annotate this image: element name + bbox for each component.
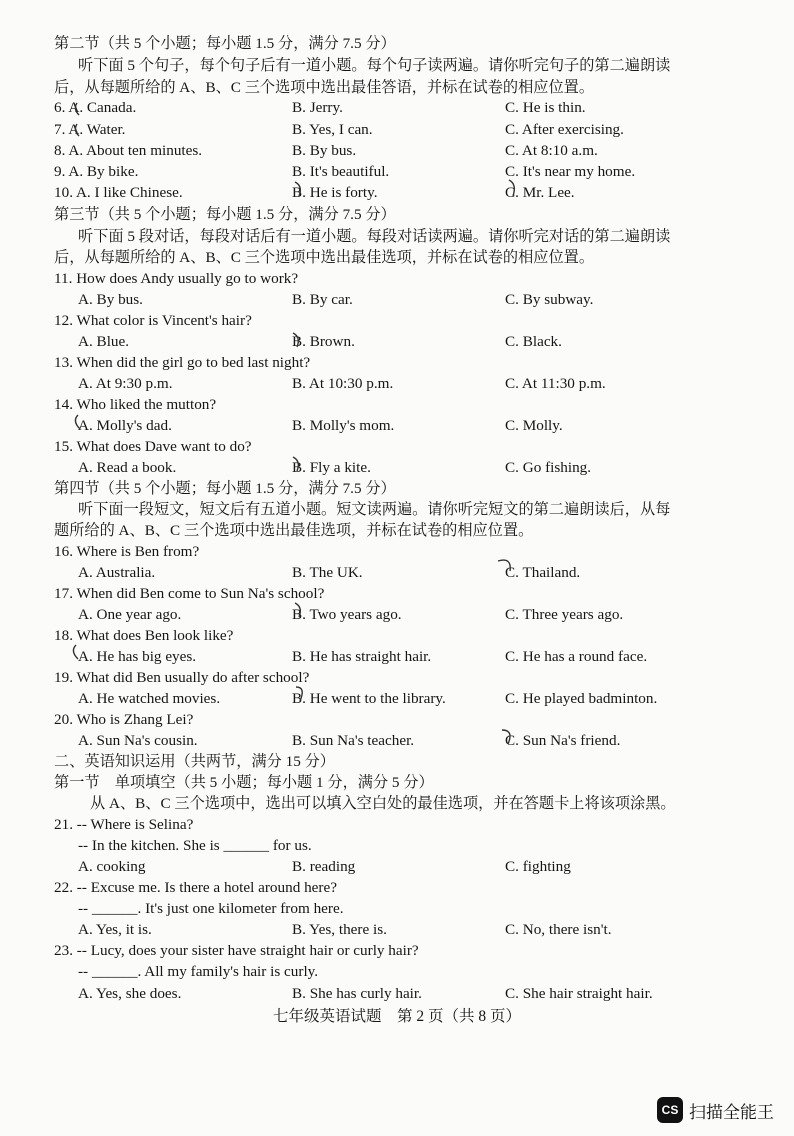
- text-line-l12: 从 A、B、C 三个选项中，选出可以填入空白处的最佳选项，并在答题卡上将该项涂黑。: [90, 795, 676, 812]
- text-line-q15c: C. Go fishing.: [505, 459, 592, 476]
- text-line-q21b1: -- In the kitchen. She is ______ for us.: [78, 837, 312, 854]
- text-line-q23bb: B. She has curly hair.: [292, 985, 422, 1002]
- text-line-q19a: A. He watched movies.: [78, 690, 221, 707]
- text-line-q11a: A. By bus.: [78, 291, 143, 308]
- text-line-q19c: C. He played badminton.: [505, 690, 658, 707]
- text-line-l1: 第二节（共 5 个小题；每小题 1.5 分，满分 7.5 分）: [54, 35, 396, 52]
- text-line-q6c: C. He is thin.: [505, 99, 586, 116]
- text-line-q21: 21. -- Where is Selina?: [54, 816, 194, 833]
- text-line-q18c: C. He has a round face.: [505, 648, 648, 665]
- text-line-q21c: C. fighting: [505, 858, 571, 875]
- text-line-q20b: B. Sun Na's teacher.: [292, 732, 415, 749]
- text-line-q19: 19. What did Ben usually do after school?: [54, 669, 310, 686]
- text-line-l9: 题所给的 A、B、C 三个选项中选出最佳选项，并标在试卷的相应位置。: [54, 522, 534, 539]
- text-line-l11: 第一节 单项填空（共 5 小题；每小题 1 分，满分 5 分）: [54, 774, 434, 791]
- text-line-l2: 听下面 5 个句子，每个句子后有一道小题。每个句子读两遍。请你听完句子的第二遍朗读: [78, 57, 671, 74]
- text-line-q10b: B. He is forty.: [292, 184, 378, 201]
- text-line-q12a: A. Blue.: [78, 333, 130, 350]
- text-line-q13a: A. At 9:30 p.m.: [78, 375, 173, 392]
- text-line-l6: 后，从每题所给的 A、B、C 三个选项中选出最佳选项，并标在试卷的相应位置。: [54, 249, 595, 266]
- text-line-q11b: B. By car.: [292, 291, 353, 308]
- text-line-q8: 8. A. About ten minutes.: [54, 142, 203, 159]
- text-line-q6b: B. Jerry.: [292, 99, 343, 116]
- scanner-logo-icon: CS: [657, 1097, 683, 1123]
- text-line-q22: 22. -- Excuse me. Is there a hotel around here?: [54, 879, 337, 896]
- text-line-q14b: B. Molly's mom.: [292, 417, 395, 434]
- text-line-q22c: C. No, there isn't.: [505, 921, 612, 938]
- text-line-q9c: C. It's near my home.: [505, 163, 636, 180]
- text-line-q10: 10. A. I like Chinese.: [54, 184, 183, 201]
- text-line-q20: 20. Who is Zhang Lei?: [54, 711, 194, 728]
- text-line-q12c: C. Black.: [505, 333, 562, 350]
- text-line-q13c: C. At 11:30 p.m.: [505, 375, 606, 392]
- text-line-q17c: C. Three years ago.: [505, 606, 624, 623]
- text-line-q18b: B. He has straight hair.: [292, 648, 432, 665]
- text-line-q17a: A. One year ago.: [78, 606, 182, 623]
- text-line-q22a: A. Yes, it is.: [78, 921, 152, 938]
- text-line-q11c: C. By subway.: [505, 291, 594, 308]
- text-line-q18a: A. He has big eyes.: [78, 648, 197, 665]
- text-line-q22bb: B. Yes, there is.: [292, 921, 387, 938]
- text-line-q20c: C. Sun Na's friend.: [505, 732, 621, 749]
- text-line-q19b: B. He went to the library.: [292, 690, 446, 707]
- text-line-q13b: B. At 10:30 p.m.: [292, 375, 394, 392]
- text-line-q7: 7. A. Water.: [54, 121, 126, 138]
- text-line-q15a: A. Read a book.: [78, 459, 177, 476]
- text-line-l5: 听下面 5 段对话，每段对话后有一道小题。每段对话读两遍。请你听完对话的第二遍朗读: [78, 228, 671, 245]
- text-line-q10c: C. Mr. Lee.: [505, 184, 575, 201]
- text-line-q12: 12. What color is Vincent's hair?: [54, 312, 252, 329]
- text-line-q20a: A. Sun Na's cousin.: [78, 732, 198, 749]
- text-line-q18: 18. What does Ben look like?: [54, 627, 234, 644]
- text-line-q23: 23. -- Lucy, does your sister have straight hair or curly hair?: [54, 942, 419, 959]
- text-line-q15b: B. Fly a kite.: [292, 459, 371, 476]
- text-line-l10: 二、英语知识运用（共两节，满分 15 分）: [54, 753, 335, 770]
- text-line-q7c: C. After exercising.: [505, 121, 624, 138]
- text-line-l4: 第三节（共 5 个小题；每小题 1.5 分，满分 7.5 分）: [54, 206, 396, 223]
- text-line-q23b1: -- ______. All my family's hair is curly.: [78, 963, 319, 980]
- text-line-q23c: C. She hair straight hair.: [505, 985, 653, 1002]
- text-line-q7b: B. Yes, I can.: [292, 121, 373, 138]
- text-line-q16b: B. The UK.: [292, 564, 363, 581]
- text-line-q16: 16. Where is Ben from?: [54, 543, 200, 560]
- text-line-l7: 第四节（共 5 个小题；每小题 1.5 分，满分 7.5 分）: [54, 480, 396, 497]
- text-line-q9b: B. It's beautiful.: [292, 163, 390, 180]
- text-line-q9: 9. A. By bike.: [54, 163, 139, 180]
- text-line-q17: 17. When did Ben come to Sun Na's school?: [54, 585, 325, 602]
- text-line-l8: 听下面一段短文，短文后有五道小题。短文读两遍。请你听完短文的第二遍朗读后，从每: [78, 501, 671, 518]
- text-line-q8b: B. By bus.: [292, 142, 357, 159]
- text-line-q16a: A. Australia.: [78, 564, 156, 581]
- text-line-q14: 14. Who liked the mutton?: [54, 396, 217, 413]
- text-line-q15: 15. What does Dave want to do?: [54, 438, 252, 455]
- text-line-q8c: C. At 8:10 a.m.: [505, 142, 598, 159]
- scanner-app-name: 扫描全能王: [689, 1102, 774, 1123]
- scanner-watermark: [657, 1097, 774, 1123]
- text-line-q21bb: B. reading: [292, 858, 356, 875]
- text-line-q22b1: -- ______. It's just one kilometer from here.: [78, 900, 344, 917]
- text-line-q16c: C. Thailand.: [505, 564, 581, 581]
- text-line-q17b: B. Two years ago.: [292, 606, 402, 623]
- text-line-q6: 6. A. Canada.: [54, 99, 137, 116]
- text-line-l3: 后，从每题所给的 A、B、C 三个选项中选出最佳答语，并标在试卷的相应位置。: [54, 79, 595, 96]
- text-line-q14c: C. Molly.: [505, 417, 563, 434]
- text-line-q21a: A. cooking: [78, 858, 146, 875]
- page-footer: 七年级英语试题 第 2 页（共 8 页）: [272, 1008, 521, 1025]
- text-line-q23a: A. Yes, she does.: [78, 985, 182, 1002]
- text-line-q14a: A. Molly's dad.: [78, 417, 172, 434]
- text-line-q13: 13. When did the girl go to bed last night?: [54, 354, 311, 371]
- text-line-q12b: B. Brown.: [292, 333, 355, 350]
- text-line-q11: 11. How does Andy usually go to work?: [54, 270, 299, 287]
